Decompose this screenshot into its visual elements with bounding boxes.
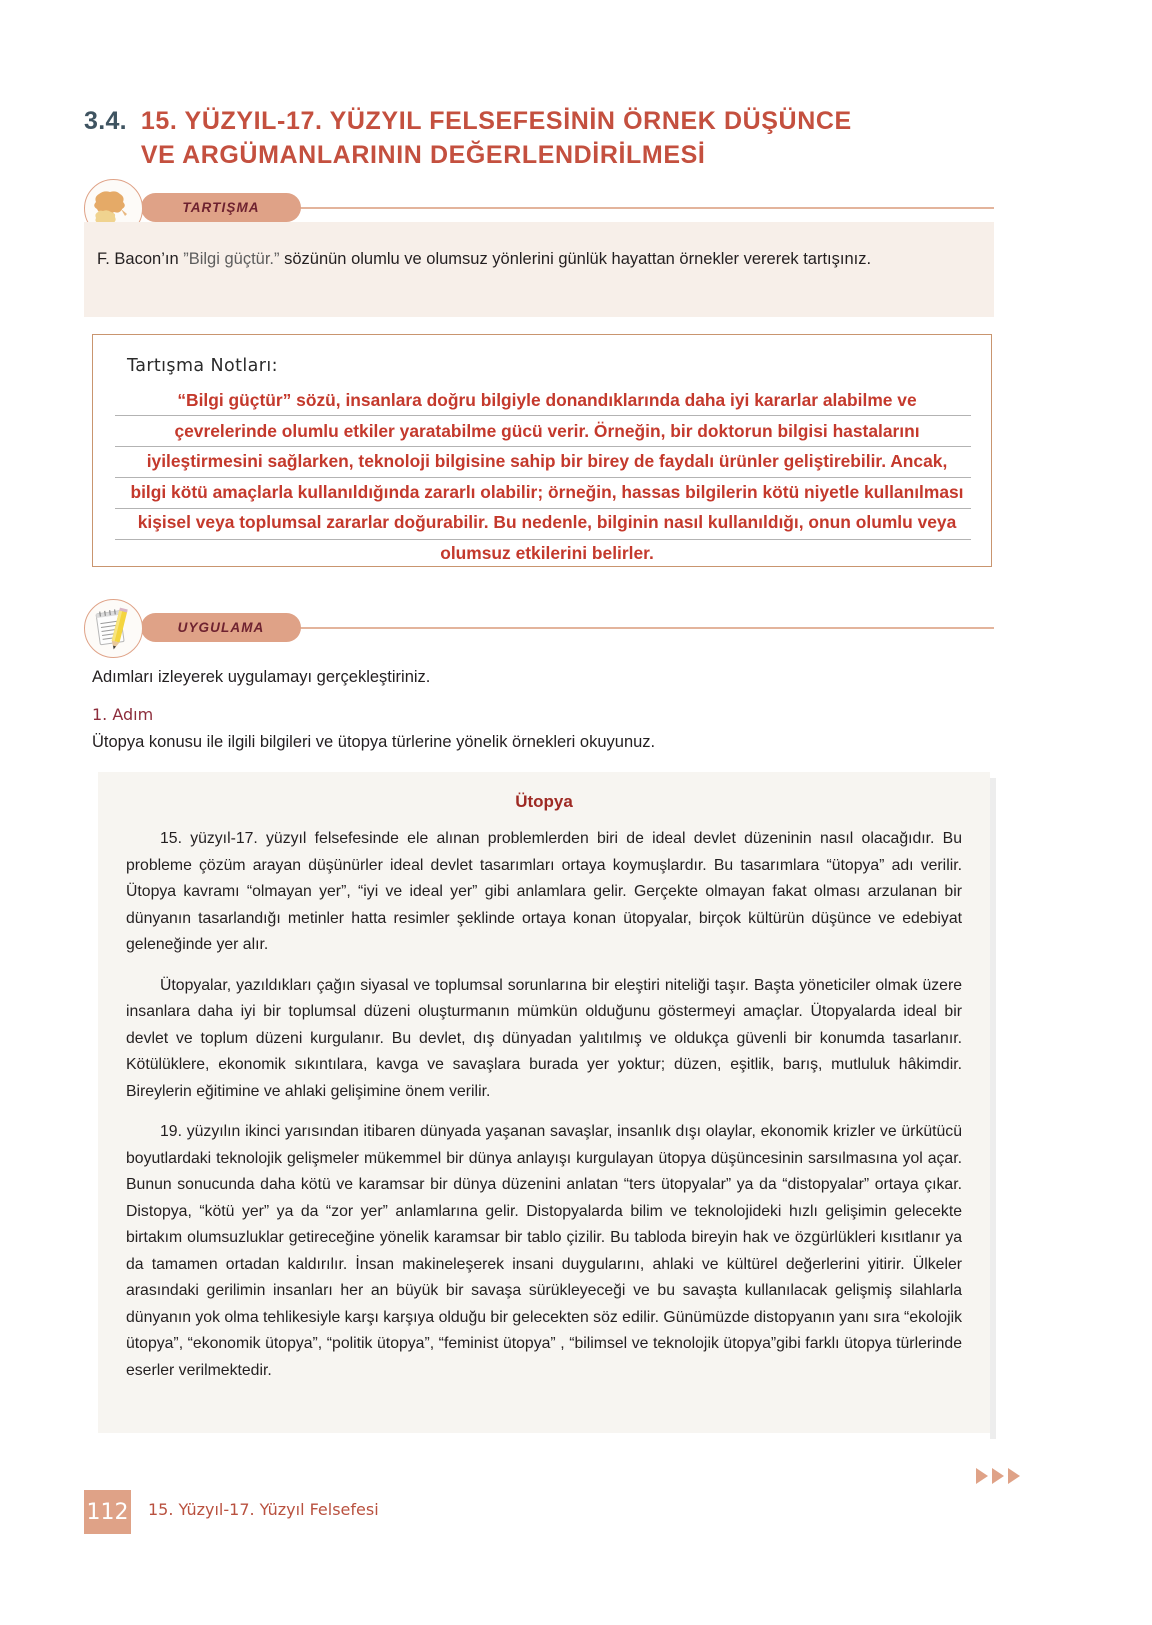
application-section-header: [84, 608, 994, 648]
reading-paragraph: 15. yüzyıl-17. yüzyıl felsefesinde ele alınan problemlerden biri de ideal devlet düzeninin nasıl olacağıdır. Bu probleme çözüm arayan düşünürler ideal devlet tasarımları ortaya koymuşlardır. Bu tasarımlara “ütopya” adı verilir. Ütopya kavramı “olmayan yer”, “iyi ve ideal yer” gibi anlamlara gelir. Gerçekte olmayan fakat olması arzulanan bir dünyanın tasarlandığı metinler hatta resimler şeklinde ortaya konan ütopyalar, birçok kültürün düşünce ve edebiyat geleneğinde yer alır.: [126, 830, 962, 953]
discussion-badge: TARTIŞMA: [141, 193, 301, 222]
discussion-text-after: sözünün olumlu ve olumsuz yönlerini günlük hayattan örnekler vererek tartışınız.: [279, 250, 872, 268]
discussion-quote: ”Bilgi güçtür.”: [183, 250, 280, 268]
section-number: 3.4.: [84, 107, 127, 135]
page-title: [84, 104, 964, 172]
page-bottom-edge: [0, 1613, 1152, 1625]
application-badge: UYGULAMA: [141, 613, 301, 642]
step-text: Ütopya konusu ile ilgili bilgileri ve ütopya türlerine yönelik örnekleri okuyunuz.: [92, 733, 656, 751]
discussion-panel: [84, 222, 994, 317]
section-title-line2: VE ARGÜMANLARININ DEĞERLENDİRİLMESİ: [140, 141, 706, 169]
section-title-line1: 15. YÜZYIL-17. YÜZYIL FELSEFESİNİN ÖRNEK DÜŞÜNCE: [140, 107, 852, 135]
discussion-text: [97, 244, 980, 274]
page-footer: [0, 1490, 1152, 1560]
reading-box: [98, 772, 990, 1433]
discussion-text-before: F. Bacon’ın: [97, 250, 184, 268]
discussion-notes-box[interactable]: [92, 334, 992, 567]
footer-chapter-title: 15. Yüzyıl-17. Yüzyıl Felsefesi: [148, 1500, 379, 1519]
application-intro: Adımları izleyerek uygulamayı gerçekleştiriniz.: [92, 668, 431, 686]
page-number: 112: [84, 1490, 131, 1534]
notes-title: Tartışma Notları:: [127, 356, 278, 376]
notes-answer-text[interactable]: “Bilgi güçtür” sözü, insanlara doğru bilgiyle donandıklarında daha iyi kararlar alabilme ve çevrelerinde olumlu etkiler yaratabilme gücü verir. Örneğin, bir doktorun bilgisi hastalarını iyileştirmesini sağlarken, teknoloji bilgisine sahip bir birey de faydalı ürünler geliştirebilir. Ancak, bilgi kötü amaçlarla kullanıldığında zararlı olabilir; örneğin, hassas bilgilerin kötü niyetle kullanılması kişisel veya toplumsal zararlar doğurabilir. Bu nedenle, bilginin nasıl kullanıldığı, onun olumlu veya olumsuz etkilerini belirler.: [130, 390, 964, 563]
reading-paragraph: 19. yüzyılın ikinci yarısından itibaren dünyada yaşanan savaşlar, insanlık dışı olaylar, ekonomik krizler ve ürkütücü boyutlardaki teknolojik gelişmeler mükemmel bir dünya anlayışı kurgulayan ütopya düşüncesinin sarsılmasına yol açar. Bunun sonucunda daha kötü ve karamsar bir dünya düzenini anlatan “ters ütopyalar” ya da “distopyalar” ortaya çıkar. Distopya, “kötü yer” ya da “zor yer” anlamlarına gelir. Distopyalarda bilim ve teknolojideki hızlı gelişimin gelecekte birtakım olumsuzluklar getireceğine yönelik karamsar bir tablo çizilir. Bu tabloda bireyin hak ve özgürlükleri kısıtlanır ya da tamamen ortadan kaldırılır. İnsan makineleşerek insani duygularını, ahlaki ve kültürel değerlerini yitirir. Ülkeler arasındaki gerilimin insanları her an büyük bir savaşa sürükleyeceği ve bu savaşta kullanılacak gelişmiş silahlarla dünyanın yok olma tehlikesiyle karşı karşıya olduğu bir gelecekten söz edilir. Günümüzde distopyanın yanı sıra “ekolojik ütopya”, “ekonomik ütopya”, “politik ütopya”, “feminist ütopya” , “bilimsel ve teknolojik ütopya”gibi farklı ütopya türlerinde eserler verilmektedir.: [126, 1123, 962, 1379]
reading-title: Ütopya: [515, 792, 573, 811]
reading-paragraph: Ütopyalar, yazıldıkları çağın siyasal ve toplumsal sorunlarına bir eleştiri niteliği taşır. Başta yöneticiler olmak üzere insanlara daha iyi bir toplumsal düzeni oluşturmanın mümkün olduğunu göstermeyi amaçlar. Ütopyalarda ideal bir devlet ve toplum düzeni kurgulanır. Bu devlet, dış dünyadan yalıtılmış ve oldukça güvenli bir konumda tasarlanır. Kötülüklere, ekonomik sıkıntılara, kavga ve savaşlara burada yer yoktur; düzen, eşitlik, barış, mutluluk hâkimdir. Bireylerin eğitimine ve ahlaki gelişimine önem verilir.: [126, 976, 962, 1100]
section-title: [141, 104, 852, 172]
triple-right-arrow-icon: [976, 1468, 1020, 1484]
notepad-pencil-icon: [84, 599, 143, 658]
step-label: 1. Adım: [92, 705, 154, 724]
